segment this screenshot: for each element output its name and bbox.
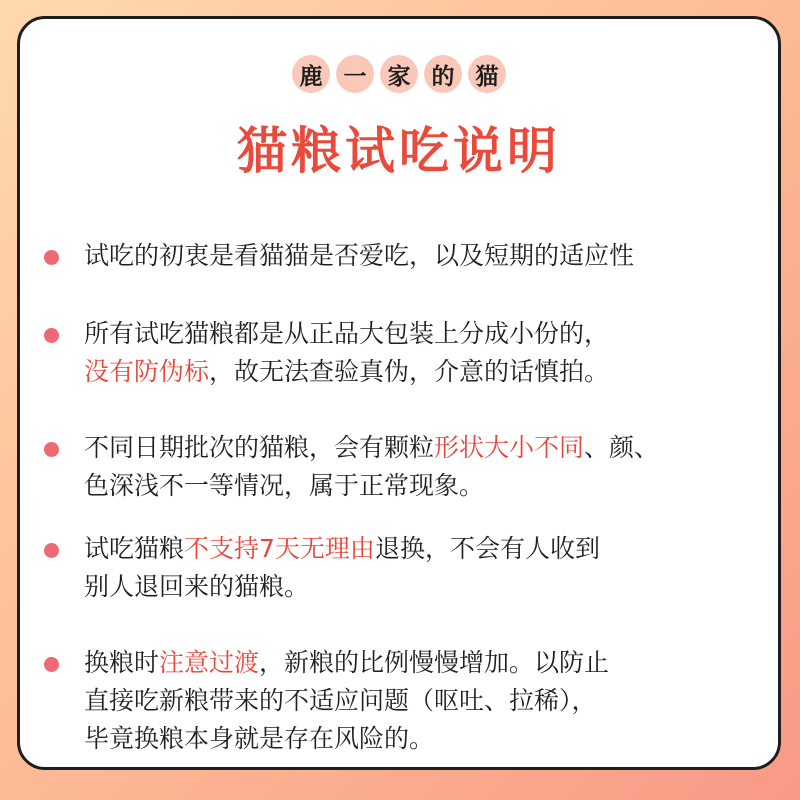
list-item-text — [84, 429, 768, 505]
body-text: 不同日期批次的猫粮，会有颗粒 — [84, 433, 435, 462]
highlighted-text: 注意过渡 — [159, 648, 260, 677]
info-card — [17, 16, 781, 770]
highlighted-text: 形状大小不同 — [434, 433, 585, 462]
list-item-text — [84, 530, 768, 606]
highlighted-text: 不支持7天无理由 — [184, 534, 375, 563]
highlighted-text: 没有防伪标 — [84, 357, 210, 386]
text-line — [84, 237, 768, 275]
body-text: 别人退回来的猫粮。 — [84, 572, 310, 601]
body-text: 退换，不会有人收到 — [374, 534, 600, 563]
list-item-text — [84, 237, 768, 275]
text-line — [84, 568, 768, 606]
brand-name — [20, 55, 778, 93]
page-title: 猫粮试吃说明 — [237, 121, 561, 180]
body-text: 所有试吃猫粮都是从正品大包装上分成小份的， — [84, 319, 610, 348]
body-text: 色深浅不一等情况，属于正常现象。 — [84, 471, 485, 500]
body-text: ，故无法查验真伪，介意的话慎拍。 — [209, 357, 610, 386]
body-text: 换粮时 — [84, 648, 160, 677]
text-line — [84, 682, 768, 720]
text-line — [84, 429, 768, 467]
text-line — [84, 353, 768, 391]
bullet-dot-icon — [44, 543, 59, 558]
text-line — [84, 315, 768, 353]
brand-char: 的 — [424, 55, 462, 93]
text-line — [84, 644, 768, 682]
bullet-dot-icon — [44, 328, 59, 343]
brand-char: 一 — [336, 55, 374, 93]
text-line — [84, 720, 768, 758]
text-line — [84, 530, 768, 568]
body-text: 直接吃新粮带来的不适应问题（呕吐、拉稀）， — [84, 686, 597, 715]
bullet-dot-icon — [44, 442, 59, 457]
list-item-text — [84, 315, 768, 391]
text-line — [84, 467, 768, 505]
body-text: 试吃猫粮 — [84, 534, 185, 563]
brand-char: 鹿 — [292, 55, 330, 93]
list-item-text — [84, 644, 768, 758]
bullet-dot-icon — [44, 250, 59, 265]
body-text: ，新粮的比例慢慢增加。以防止 — [259, 648, 610, 677]
brand-char: 猫 — [468, 55, 506, 93]
body-text: 试吃的初衷是看猫猫是否爱吃，以及短期的适应性 — [84, 241, 635, 270]
bullet-dot-icon — [44, 657, 59, 672]
body-text: 、颜、 — [584, 433, 660, 462]
brand-char: 家 — [380, 55, 418, 93]
body-text: 毕竟换粮本身就是存在风险的。 — [84, 724, 435, 753]
